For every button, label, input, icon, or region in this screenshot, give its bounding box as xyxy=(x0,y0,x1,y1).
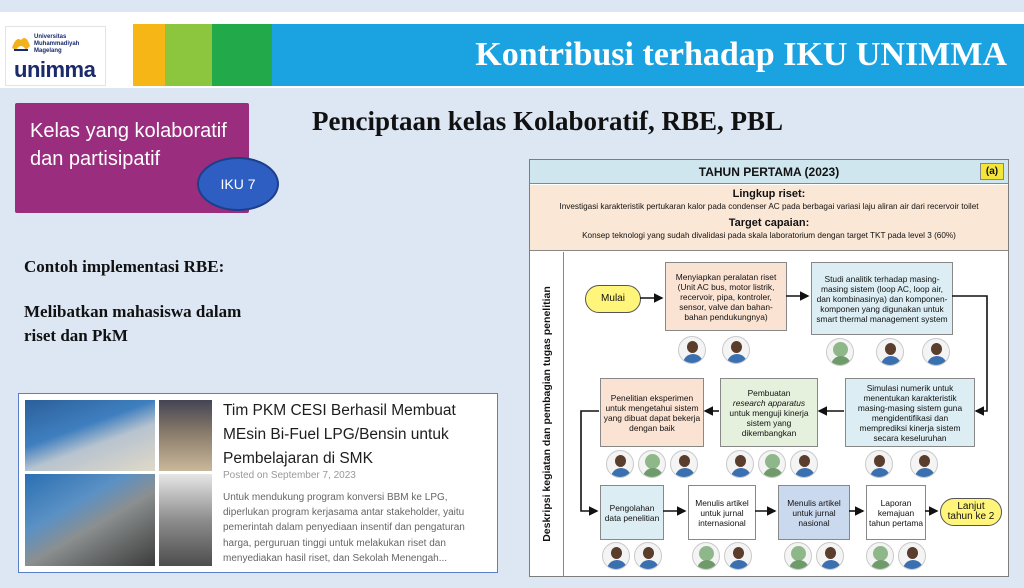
researcher-avatar xyxy=(606,450,634,478)
flow-box-national-article: Menulis artikel untuk jurnal nasional xyxy=(778,485,850,540)
researcher-avatar xyxy=(670,450,698,478)
flow-end: Lanjut tahun ke 2 xyxy=(940,498,1002,526)
news-photo-workshop xyxy=(25,400,155,471)
researcher-avatar xyxy=(758,450,786,478)
researcher-avatar xyxy=(634,542,662,570)
researcher-avatar xyxy=(726,450,754,478)
stripe-green xyxy=(212,24,272,86)
flow-box-experiment: Penelitian eksperimen untuk mengetahui sistem yang dibuat dapat bekerja dengan baik xyxy=(600,378,704,447)
logo-university-name: Universitas Muhammadiyah Magelang xyxy=(34,34,80,54)
researcher-avatar xyxy=(638,450,666,478)
slide-heading: Penciptaan kelas Kolaboratif, RBE, PBL xyxy=(312,106,784,136)
panel-scope xyxy=(530,185,1008,251)
researcher-avatar xyxy=(910,450,938,478)
news-date: Posted on September 7, 2023 xyxy=(223,470,356,481)
news-photo-engine xyxy=(25,474,155,566)
researcher-avatar xyxy=(790,450,818,478)
news-title-link[interactable]: Tim PKM CESI Berhasil Membuat MEsin Bi-Fuel LPG/Bensin untuk Pembelajaran di SMK xyxy=(223,402,456,467)
university-emblem-icon xyxy=(10,32,32,54)
flow-box-prepare-equipment: Menyiapkan peralatan riset (Unit AC bus, motor listrik, recervoir, pipa, kontroler, sensor, valve dan bahan-bahan pendukungnya) xyxy=(665,262,787,331)
apparatus-post: untuk menguji kinerja sistem yang dikembangkan xyxy=(729,407,809,438)
researcher-avatar xyxy=(866,542,894,570)
researcher-avatar xyxy=(784,542,812,570)
researcher-avatar xyxy=(865,450,893,478)
scope-text: Investigasi karakteristik pertukaran kalor pada condenser AC pada berbagai variasi laju aliran air dari recervoir toilet xyxy=(559,202,979,211)
flow-box-numeric-simulation: Simulasi numerik untuk menentukan karakteristik masing-masing sistem guna mengidentifikasi dan memprediksi kinerja sistem secara keseluruhan xyxy=(845,378,975,447)
researcher-avatar xyxy=(816,542,844,570)
researcher-avatar xyxy=(692,542,720,570)
category-tag-text: Kelas yang kolaboratif dan partisipatif xyxy=(30,120,227,170)
flow-box-data-processing: Pengolahan data penelitian xyxy=(600,485,664,540)
stripe-lightgreen xyxy=(165,24,212,86)
apparatus-pre: Pembuatan xyxy=(747,387,791,398)
flow-box-analytic-study: Studi analitik terhadap masing-masing sistem (loop AC, loop air, dan kombinasinya) dan komponen-komponen yang digunakan untuk smart thermal management system xyxy=(811,262,953,335)
unimma-logo xyxy=(5,26,106,86)
researcher-avatar xyxy=(724,542,752,570)
target-label: Target capaian: xyxy=(728,217,810,229)
news-photo-technician xyxy=(159,474,212,566)
news-photo-engine-hand xyxy=(159,400,212,471)
researcher-avatar xyxy=(876,338,904,366)
logo-word: unimma xyxy=(14,57,96,82)
researcher-avatar xyxy=(602,542,630,570)
flow-box-progress-report: Laporan kemajuan tahun pertama xyxy=(866,485,926,540)
news-card[interactable] xyxy=(18,393,498,573)
student-involvement-text: Melibatkan mahasiswa dalam riset dan PkM xyxy=(24,302,242,345)
activity-side-label-text: Deskripsi kegiatan dan pembagian tugas penelitian xyxy=(541,286,553,542)
iku-badge: IKU 7 xyxy=(197,157,279,211)
scope-label: Lingkup riset: xyxy=(732,188,806,200)
researcher-avatar xyxy=(678,336,706,364)
target-text: Konsep teknologi yang sudah divalidasi pada skala laboratorium dengan target TKT pada level 3 (60%) xyxy=(582,231,956,240)
apparatus-em: research apparatus xyxy=(732,397,806,408)
page-title: Kontribusi terhadap IKU UNIMMA xyxy=(475,36,1007,73)
stripe-yellow xyxy=(133,24,165,86)
flow-box-research-apparatus xyxy=(720,378,818,447)
panel-title: TAHUN PERTAMA (2023) xyxy=(530,160,1008,184)
rbe-example-label: Contoh implementasi RBE: xyxy=(24,257,225,276)
researcher-avatar xyxy=(898,542,926,570)
researcher-avatar xyxy=(722,336,750,364)
activity-side-label xyxy=(530,252,564,577)
flow-box-international-article: Menulis artikel untuk jurnal internasional xyxy=(688,485,756,540)
researcher-avatar xyxy=(922,338,950,366)
flow-start: Mulai xyxy=(585,285,641,313)
panel-badge: (a) xyxy=(980,163,1004,180)
researcher-avatar xyxy=(826,338,854,366)
news-excerpt: Untuk mendukung program konversi BBM ke LPG, diperlukan program kerjasama antar stakeholder, yaitu pemerintah dalam penyediaan insentif dan pengaturan harga, perguruan tinggi untuk melakukan riset dan menyediakan hasil riset, dan Sekolah Menengah... xyxy=(223,492,465,564)
research-flow-panel xyxy=(529,159,1009,577)
